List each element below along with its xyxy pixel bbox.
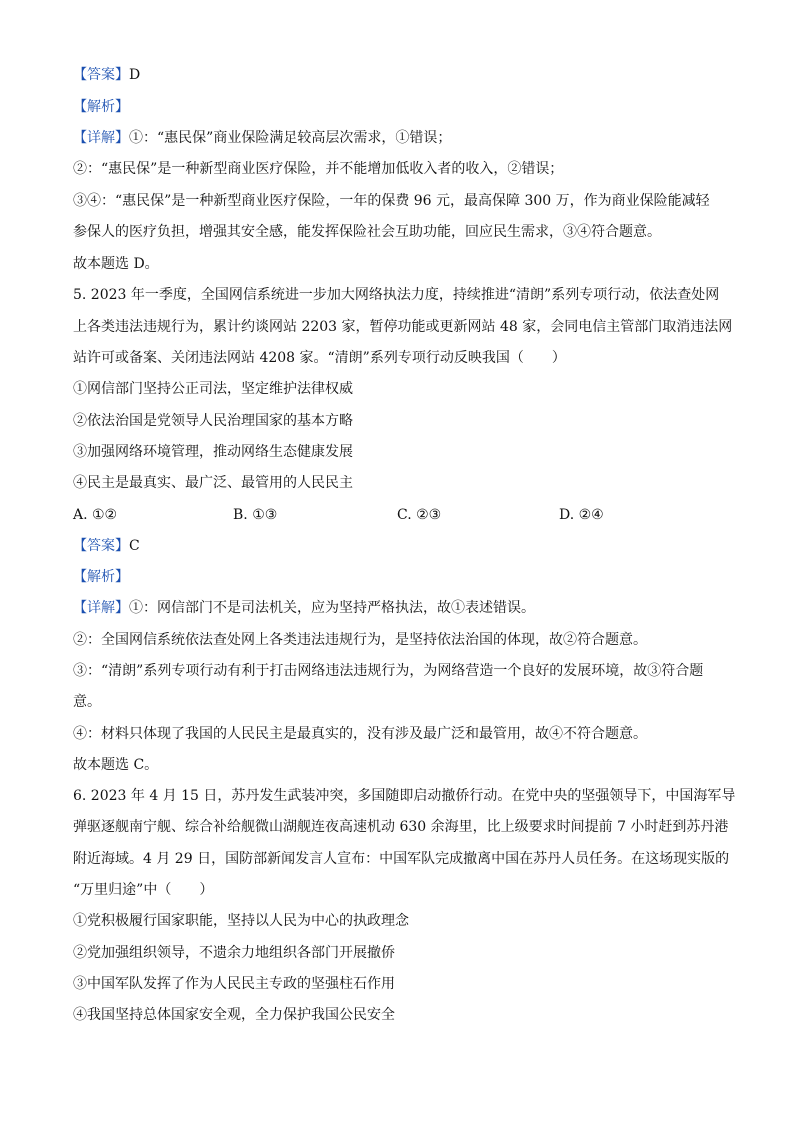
- q5-answer: [73, 536, 723, 556]
- option-c: C. ②③: [397, 507, 442, 523]
- q4-conclusion: 故本题选 D。: [73, 256, 159, 272]
- option-a: A. ①②: [73, 507, 118, 523]
- q5-stem-3: 站许可或备案、关闭违法网站 4208 家。“清朗”系列专项行动反映我国（ ）: [73, 350, 566, 366]
- q5-detail-3b: 意。: [73, 694, 101, 710]
- option-b: B. ①③: [233, 507, 278, 523]
- q6-item-2: ②党加强组织领导，不遗余力地组织各部门开展撤侨: [73, 945, 395, 961]
- detail-label: 【详解】: [73, 130, 129, 146]
- q5-analysis-label: [73, 567, 723, 587]
- detail-label: 【详解】: [73, 600, 129, 616]
- q6-stem-3: 附近海域。4 月 29 日，国防部新闻发言人宣布：中国军队完成撤离中国在苏丹人员任务。在这场现实版的: [73, 851, 730, 867]
- q5-conclusion: 故本题选 C。: [73, 757, 159, 773]
- q5-detail-2: ②：全国网信系统依法查处网上各类违法违规行为，是坚持依法治国的体现，故②符合题意。: [73, 632, 647, 648]
- q4-detail-1: [73, 128, 723, 148]
- q5-item-2: ②依法治国是党领导人民治理国家的基本方略: [73, 413, 353, 429]
- analysis-label: 【解析】: [73, 99, 129, 115]
- answer-value: C: [129, 538, 140, 554]
- q6-item-4: ④我国坚持总体国家安全观，全力保护我国公民安全: [73, 1007, 395, 1023]
- q4-detail-3a: ③④：“惠民保”是一种新型商业医疗保险，一年的保费 96 元，最高保障 300 万，作为商业保险能减轻: [73, 193, 710, 209]
- q4-detail-2: ②：“惠民保”是一种新型商业医疗保险，并不能增加低收入者的收入，②错误；: [73, 161, 564, 177]
- q6-stem-2: 弹驱逐舰南宁舰、综合补给舰微山湖舰连夜高速机动 630 余海里，比上级要求时间提前 7 小时赶到苏丹港: [73, 819, 729, 835]
- q5-item-1: ①网信部门坚持公正司法，坚定维护法律权威: [73, 381, 353, 397]
- q4-detail-3b: 参保人的医疗负担，增强其安全感，能发挥保险社会互助功能，回应民生需求，③④符合题意。: [73, 224, 661, 240]
- detail-text: ①：“惠民保”商业保险满足较高层次需求，①错误；: [129, 130, 452, 146]
- q5-stem-1: 5. 2023 年一季度，全国网信系统进一步加大网络执法力度，持续推进“清朗”系列专项行动，依法查处网: [73, 287, 720, 303]
- q4-answer: [73, 65, 723, 85]
- option-d: D. ②④: [559, 507, 604, 523]
- analysis-label: 【解析】: [73, 569, 129, 585]
- answer-label: 【答案】: [73, 67, 129, 83]
- q6-item-1: ①党积极履行国家职能，坚持以人民为中心的执政理念: [73, 913, 409, 929]
- q6-stem-4: “万里归途”中（ ）: [73, 882, 214, 898]
- answer-value: D: [129, 67, 141, 83]
- answer-label: 【答案】: [73, 538, 129, 554]
- q5-detail-4: ④：材料只体现了我国的人民民主是最真实的，没有涉及最广泛和最管用，故④不符合题意。: [73, 726, 647, 742]
- q4-analysis-label: [73, 97, 723, 117]
- detail-text: ①：网信部门不是司法机关，应为坚持严格执法，故①表述错误。: [129, 600, 535, 616]
- q5-detail-1: [73, 598, 723, 618]
- q5-stem-2: 上各类违法违规行为，累计约谈网站 2203 家，暂停功能或更新网站 48 家，会同电信主管部门取消违法网: [73, 319, 733, 335]
- q5-item-4: ④民主是最真实、最广泛、最管用的人民民主: [73, 475, 353, 491]
- q6-stem-1: 6. 2023 年 4 月 15 日，苏丹发生武装冲突，多国随即启动撤侨行动。在党中央的坚强领导下，中国海军导: [73, 788, 736, 804]
- q5-detail-3a: ③：“清朗”系列专项行动有利于打击网络违法违规行为，为网络营造一个良好的发展环境，故③符合题: [73, 663, 704, 679]
- q6-item-3: ③中国军队发挥了作为人民民主专政的坚强柱石作用: [73, 976, 395, 992]
- q5-item-3: ③加强网络环境管理，推动网络生态健康发展: [73, 444, 353, 460]
